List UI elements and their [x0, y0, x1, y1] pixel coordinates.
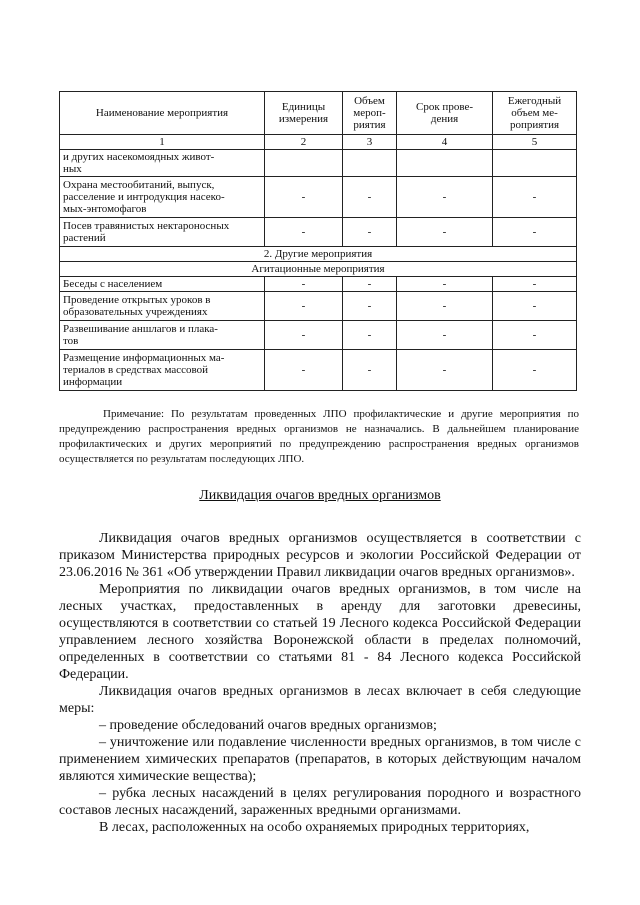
column-number-row [60, 135, 577, 150]
column-number: 1 [60, 135, 265, 150]
list-item: – уничтожение или подавление численности вредных организмов, в том числе с применением химических препаратов (препаратов, в которых действующим началом являются химические вещества); [59, 735, 581, 784]
table-note [59, 407, 579, 467]
header-cell-term [397, 92, 493, 135]
measure-value-cell: - [493, 177, 577, 218]
measures-table [59, 91, 577, 391]
header-cell-annual [493, 92, 577, 135]
table-row [60, 277, 577, 292]
section-row [60, 247, 577, 262]
section-heading: Ликвидация очагов вредных организмов [199, 488, 441, 503]
paragraph: В лесах, расположенных на особо охраняемых природных территориях, [99, 820, 530, 835]
table-row [60, 350, 577, 391]
measure-value-cell: - [265, 177, 343, 218]
note-text: Примечание: По результатам проведенных ЛПО профилактические и другие мероприятия по предупреждению распространения вредных организмов не назначались. В дальнейшем планирование профилактических и других мероприятий по предупреждению распространения вредных организмов осуществляется по результатам последующих ЛПО. [59, 408, 579, 465]
measure-name-cell: Размещение информационных ма- териалов в средствах массовой информации [60, 350, 265, 391]
measure-value-cell: - [493, 321, 577, 350]
column-number: 5 [493, 135, 577, 150]
subsection-row [60, 262, 577, 277]
body-text [59, 518, 581, 836]
measure-name-cell: Посев травянистых нектароносных растений [60, 218, 265, 247]
header-cell-units [265, 92, 343, 135]
paragraph: Ликвидация очагов вредных организмов в лесах включает в себя следующие меры: [59, 684, 581, 716]
header-volume-text: Объем мероп- риятия [353, 95, 386, 131]
column-number: 3 [343, 135, 397, 150]
measure-value-cell: - [343, 177, 397, 218]
list-item: – рубка лесных насаждений в целях регулирования породного и возрастного составов лесных насаждений, зараженных вредными организмами. [59, 786, 581, 818]
measure-value-cell: - [397, 218, 493, 247]
measure-value-cell: - [397, 350, 493, 391]
measure-value-cell [343, 150, 397, 177]
measure-value-cell: - [493, 350, 577, 391]
measure-name-cell: Беседы с населением [60, 277, 265, 292]
measure-value-cell: - [397, 177, 493, 218]
measure-name-cell: Развешивание аншлагов и плака- тов [60, 321, 265, 350]
paragraph: Ликвидация очагов вредных организмов осуществляется в соответствии с приказом Министерства природных ресурсов и экологии Российской Федерации от 23.06.2016 № 361 «Об утверждении Правил ликвидации очагов вредных организмов». [59, 531, 581, 580]
measure-value-cell: - [397, 277, 493, 292]
table-row [60, 218, 577, 247]
header-term-text: Срок прове- дения [416, 101, 473, 125]
column-number: 2 [265, 135, 343, 150]
header-cell-volume [343, 92, 397, 135]
table-row [60, 292, 577, 321]
table-row [60, 177, 577, 218]
measure-value-cell: - [265, 218, 343, 247]
table-row [60, 150, 577, 177]
subsection-title: Агитационные мероприятия [60, 262, 577, 277]
measure-value-cell: - [343, 321, 397, 350]
measure-value-cell: - [343, 277, 397, 292]
measure-value-cell: - [265, 277, 343, 292]
measure-value-cell [397, 150, 493, 177]
measure-value-cell: - [397, 321, 493, 350]
measure-value-cell: - [343, 292, 397, 321]
list-item: – проведение обследований очагов вредных организмов; [99, 718, 437, 733]
section-title: 2. Другие мероприятия [60, 247, 577, 262]
measure-value-cell [493, 150, 577, 177]
column-number: 4 [397, 135, 493, 150]
measure-name-cell: и других насекомоядных живот- ных [60, 150, 265, 177]
header-cell-name: Наименование мероприятия [60, 92, 265, 135]
measure-value-cell [265, 150, 343, 177]
measure-value-cell: - [493, 292, 577, 321]
paragraph: Мероприятия по ликвидации очагов вредных организмов, в том числе на лесных участках, предоставленных в аренду для заготовки древесины, осуществляются в соответствии со статьей 19 Лесного кодекса Российской Федерации управлением лесного хозяйства Воронежской области в пределах полномочий, определенных в соответствии со статьями 81 - 84 Лесного кодекса Российской Федерации. [59, 582, 581, 682]
measure-value-cell: - [265, 350, 343, 391]
measure-name-cell: Охрана местообитаний, выпуск, расселение и интродукция насеко- мых-энтомофагов [60, 177, 265, 218]
measures-table-body [60, 92, 577, 391]
measure-value-cell: - [493, 277, 577, 292]
measure-value-cell: - [265, 292, 343, 321]
measure-value-cell: - [265, 321, 343, 350]
measure-value-cell: - [343, 350, 397, 391]
header-units-text: Единицы измерения [278, 101, 329, 125]
table-row [60, 321, 577, 350]
measure-name-cell: Проведение открытых уроков в образовательных учреждениях [60, 292, 265, 321]
header-annual-text: Ежегодный объем ме- роприятия [507, 95, 562, 131]
measure-value-cell: - [397, 292, 493, 321]
table-header-row [60, 92, 577, 135]
measure-value-cell: - [343, 218, 397, 247]
measure-value-cell: - [493, 218, 577, 247]
